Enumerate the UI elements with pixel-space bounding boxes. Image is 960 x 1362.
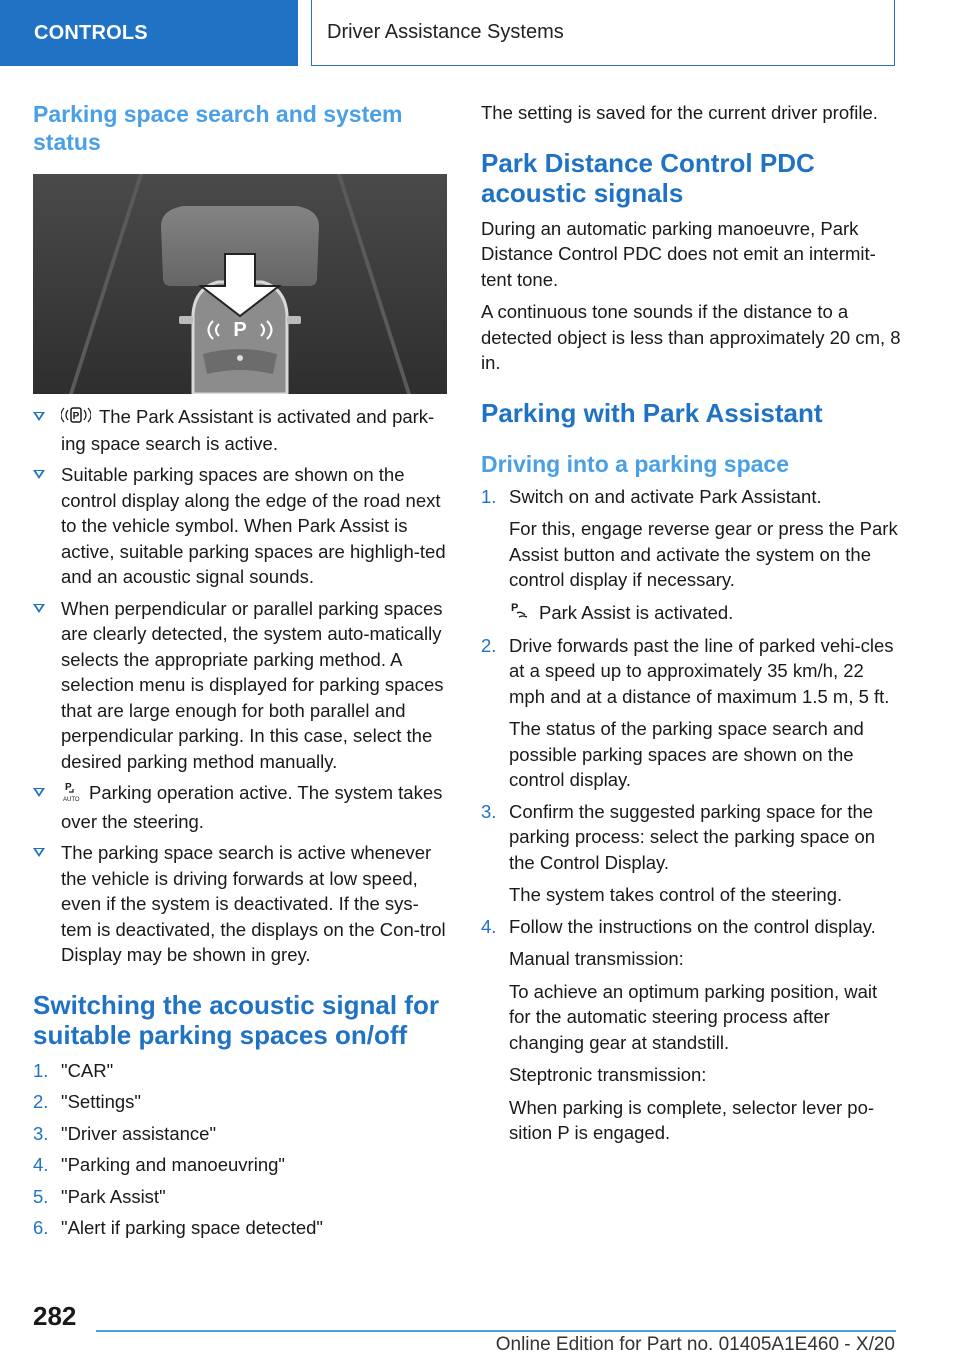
park-assist-illustration	[33, 174, 447, 394]
step-text: "Alert if parking space detected"	[61, 1217, 323, 1239]
list-item	[33, 780, 447, 834]
left-column	[33, 100, 447, 1247]
pdc-paragraph-1: During an automatic parking manoeuvre, Park Distance Control PDC does not emit an intermit-tent tone.	[481, 217, 876, 290]
park-assist-icon	[509, 600, 531, 627]
step-sub-text: To achieve an optimum parking position, wait for the automatic steering process after changing gear at standstill.	[509, 980, 878, 1053]
step-number: 1.	[481, 485, 497, 507]
footer-divider	[96, 1330, 896, 1332]
icon-caption: Park Assist is activated.	[539, 601, 734, 623]
settings-steps-list	[33, 1058, 447, 1241]
step-number: 2.	[481, 634, 497, 656]
step-number: 1.	[33, 1059, 49, 1081]
heading-pdc-signals: Park Distance Control PDC acoustic signals	[481, 147, 815, 208]
list-item	[33, 462, 447, 590]
status-bullet-list	[33, 404, 447, 968]
step-number: 6.	[33, 1217, 49, 1239]
list-item	[481, 914, 901, 1146]
bullet-text: Parking operation active. The system takes over the steering.	[61, 782, 443, 832]
bullet-text: When perpendicular or parallel parking spaces are clearly detected, the system auto-matically selects the appropriate parking method. A selection menu is displayed for parking spaces that are large enough for both parallel and perpendicular parking. In this case, select the desired parking method manually.	[61, 597, 444, 772]
bullet-text: The parking space search is active whenever the vehicle is driving forwards at low speed, even if the system is deactivated. If the sys-tem is deactivated, the displays on the Con-trol Display may be shown in grey.	[61, 842, 446, 966]
list-item	[33, 1121, 447, 1147]
list-item	[33, 840, 447, 968]
step-text: "Settings"	[61, 1091, 141, 1113]
bullet-text: Suitable parking spaces are shown on the control display along the edge of the road next to the vehicle symbol. When Park Assist is active, suitable parking spaces are highligh-ted and an acoustic signal sounds.	[61, 464, 446, 588]
list-item	[33, 596, 447, 775]
step-number: 4.	[33, 1154, 49, 1176]
step-text: Confirm the suggested parking space for the parking process: select the parking space on the Control Display.	[509, 800, 876, 873]
step-sub-text: Manual transmission:	[509, 948, 684, 970]
parking-steps-list	[481, 484, 901, 1146]
bullet-text: The Park Assistant is activated and park-ing space search is active.	[61, 406, 435, 454]
list-item	[481, 484, 901, 627]
list-item	[33, 1058, 447, 1084]
chapter-title-text: Driver Assistance Systems	[327, 21, 564, 43]
svg-text:P: P	[65, 782, 72, 794]
svg-text:P: P	[233, 319, 247, 341]
pdc-paragraph-2: A continuous tone sounds if the distance to a detected object is less than approximately 20 cm, 8 in.	[481, 301, 901, 373]
step-number: 4.	[481, 915, 497, 937]
list-item	[33, 1152, 447, 1178]
step-sub-text: Steptronic transmission:	[509, 1064, 707, 1086]
heading-parking-with-assistant: Parking with Park Assistant	[481, 397, 823, 428]
svg-text:P: P	[72, 411, 80, 423]
svg-text:P: P	[511, 602, 519, 615]
chapter-title	[311, 0, 895, 66]
step-text: "Driver assistance"	[61, 1122, 217, 1144]
svg-text:AUTO: AUTO	[63, 797, 80, 803]
list-item	[481, 633, 901, 793]
step-text: "Park Assist"	[61, 1185, 166, 1207]
section-label: CONTROLS	[34, 21, 148, 44]
page-number: 282	[33, 1301, 77, 1331]
park-assist-sound-icon	[61, 405, 91, 431]
illustration-svg	[33, 174, 447, 394]
step-sub-text: For this, engage reverse gear or press the Park Assist button and activate the system on the control display if necessary.	[509, 518, 898, 590]
step-sub-text: When parking is complete, selector lever po-sition P is engaged.	[509, 1096, 875, 1144]
right-column	[481, 100, 901, 1152]
step-sub-text: The status of the parking space search and possible parking spaces are shown on the control display.	[509, 718, 864, 791]
step-text: Switch on and activate Park Assistant.	[509, 485, 822, 507]
heading-parking-search: Parking space search and system status	[33, 101, 403, 155]
step-text: "Parking and manoeuvring"	[61, 1154, 285, 1176]
park-assist-auto-icon	[61, 780, 81, 809]
step-icon-line	[509, 600, 901, 627]
step-number: 3.	[33, 1122, 49, 1144]
step-text: Follow the instructions on the control display.	[509, 915, 876, 937]
heading-driving-into-space: Driving into a parking space	[481, 450, 790, 477]
edition-note: Online Edition for Part no. 01405A1E460 - X/20	[495, 1334, 895, 1355]
list-item	[481, 799, 901, 908]
list-item	[33, 1089, 447, 1115]
list-item	[33, 1184, 447, 1210]
list-item	[33, 1215, 447, 1241]
heading-acoustic-signal: Switching the acoustic signal for suitable parking spaces on/off	[33, 989, 439, 1050]
list-item	[33, 404, 447, 456]
step-sub-text: The system takes control of the steering.	[509, 884, 843, 906]
section-tab	[0, 0, 298, 66]
step-number: 2.	[33, 1091, 49, 1113]
intro-text: The setting is saved for the current driver profile.	[481, 102, 878, 123]
step-text: "CAR"	[61, 1059, 114, 1081]
step-number: 5.	[33, 1185, 49, 1207]
step-text: Drive forwards past the line of parked vehi-cles at a speed up to approximately 35 km/h, 22 mph and at a distance of maximum 1.5 m, 5 ft.	[509, 634, 894, 707]
step-number: 3.	[481, 800, 497, 822]
